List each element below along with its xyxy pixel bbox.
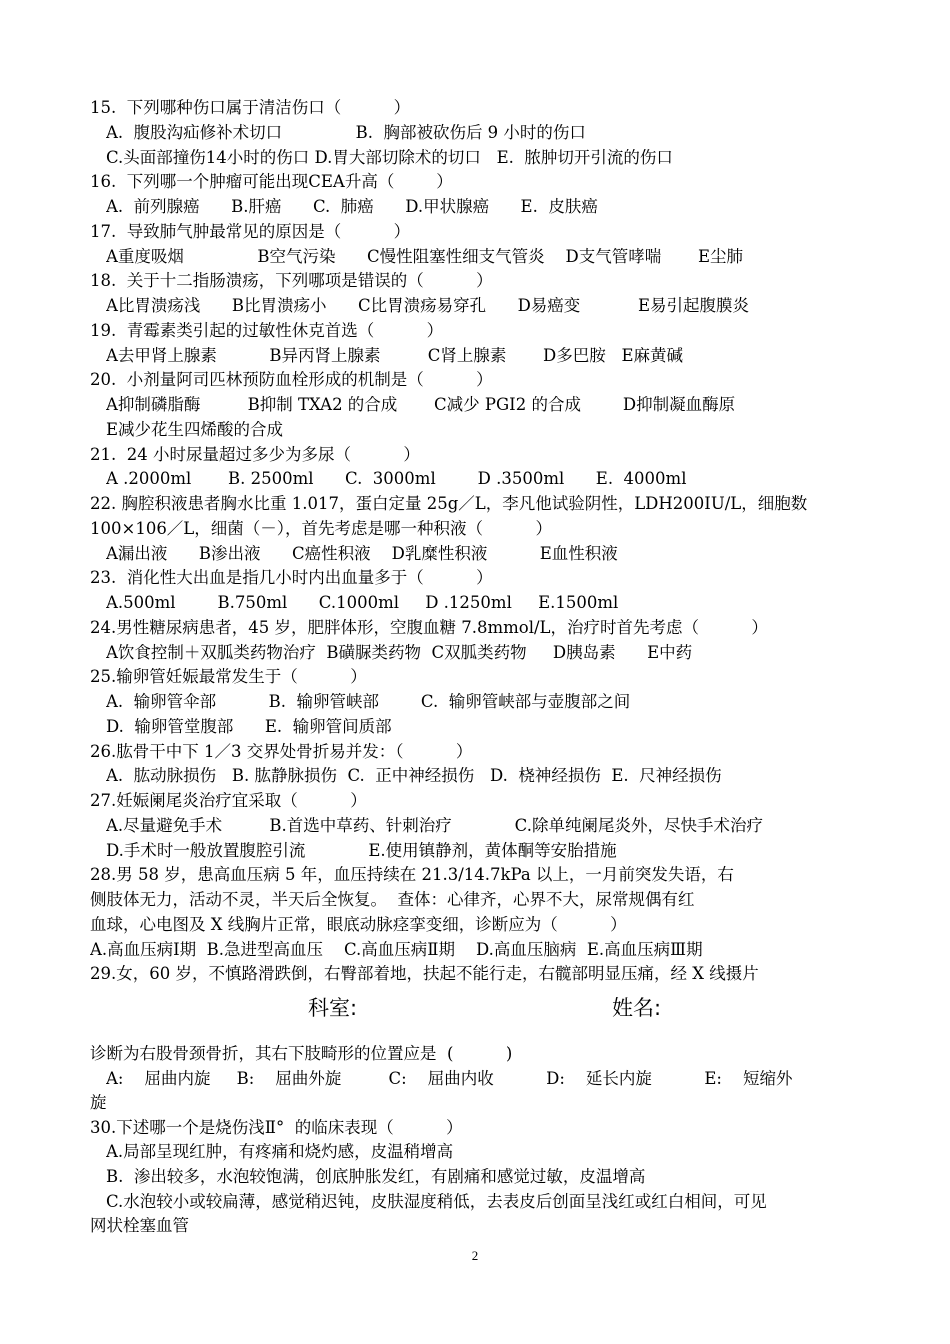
text-line: D. 输卵管堂腹部 E. 输卵管间质部	[106, 716, 392, 736]
page-number: 2	[471, 1248, 479, 1263]
name-label: 姓名:	[612, 996, 662, 1020]
text-line: A比胃溃疡浅 B比胃溃疡小 C比胃溃疡易穿孔 D易癌变 E易引起腹膜炎	[106, 296, 750, 315]
text-line: 侧肢体无力，活动不灵，半天后全恢复。 查体：心律齐，心界不大，尿常规偶有红	[90, 890, 695, 909]
text-line: 100×106／L，细菌（－），首先考虑是哪一种积液（ ）	[90, 518, 552, 538]
text-line: 网状栓塞血管	[90, 1216, 189, 1236]
text-line: 16. 下列哪一个肿瘤可能出现CEA升高（ ）	[90, 172, 453, 192]
text-line: A.尽量避免手术 B.首选中草药、针刺治疗 C.除单纯阑尾炎外，尽快手术治疗	[106, 815, 763, 835]
text-line: A.高血压病Ⅰ期 B.急进型高血压 C.高血压病Ⅱ期 D.高血压脑病 E.高血压病Ⅲ期	[90, 939, 703, 959]
text-line: 诊断为右股骨颈骨折，其右下肢畸形的位置应是 ( )	[90, 1044, 513, 1063]
text-line: 血球，心电图及 X 线胸片正常，眼底动脉痉挛变细，诊断应为（ ）	[90, 914, 627, 934]
text-line: C.头面部撞伤14小时的伤口 D.胃大部切除术的切口 E. 脓肿切开引流的伤口	[106, 147, 673, 167]
text-line: A重度吸烟 B空气污染 C慢性阻塞性细支气管炎 D支气管哮喘 E尘肺	[106, 246, 744, 266]
text-line: A抑制磷脂酶 B抑制 TXA2 的合成 C减少 PGI2 的合成 D抑制凝血酶原	[106, 395, 736, 414]
text-line: 30.下述哪一个是烧伤浅Ⅱ° 的临床表现（ ）	[90, 1117, 463, 1137]
text-line: A.局部呈现红肿，有疼痛和烧灼感，皮温稍增高	[106, 1142, 454, 1162]
text-line: 19. 青霉素类引起的过敏性休克首选（ ）	[90, 320, 444, 340]
text-line: 20. 小剂量阿司匹林预防血栓形成的机制是（ ）	[90, 370, 493, 390]
text-line: A. 输卵管伞部 B. 输卵管峡部 C. 输卵管峡部与壶腹部之间	[106, 692, 631, 711]
text-line: A去甲肾上腺素 B异丙肾上腺素 C肾上腺素 D多巴胺 E麻黄碱	[106, 345, 684, 365]
text-line: A .2000ml B. 2500ml C. 3000ml D .3500ml E. 4000ml	[106, 469, 687, 489]
text-line: 24.男性糖尿病患者，45 岁，肥胖体形，空腹血糖 7.8mmol/L，治疗时首先考虑（ ）	[90, 617, 768, 637]
text-line: E减少花生四烯酸的合成	[106, 419, 284, 439]
text-line: D.手术时一般放置腹腔引流 E.使用镇静剂，黄体酮等安胎措施	[106, 840, 617, 860]
text-line: A. 前列腺癌 B.肝癌 C. 肺癌 D.甲状腺癌 E. 皮肤癌	[106, 197, 598, 216]
text-line: 22. 胸腔积液患者胸水比重 1.017，蛋白定量 25g／L，李凡他试验阴性，LDH200IU/L，细胞数	[90, 494, 808, 513]
text-line: A漏出液 B渗出液 C癌性积液 D乳糜性积液 E血性积液	[106, 543, 618, 563]
text-line: A.500ml B.750ml C.1000ml D .1250ml E.1500ml	[106, 593, 619, 612]
text-line: 23. 消化性大出血是指几小时内出血量多于（ ）	[90, 568, 493, 588]
text-line: 18. 关于十二指肠溃疡，下列哪项是错误的（ ）	[90, 271, 493, 291]
text-line: A. 肱动脉损伤 B. 肱静脉损伤 C. 正中神经损伤 D. 桡神经损伤 E. 尺神经损伤	[106, 766, 722, 786]
text-line: B. 渗出较多，水泡较饱满，创底肿胀发红，有剧痛和感觉过敏，皮温增高	[106, 1167, 646, 1186]
text-line: 28.男 58 岁，患高血压病 5 年，血压持续在 21.3/14.7kPa 以上，一月前突发失语，右	[90, 865, 734, 885]
text-line: 27.妊娠阑尾炎治疗宜采取（ ）	[90, 791, 367, 810]
text-line: A. 腹股沟疝修补术切口 B. 胸部被砍伤后 9 小时的伤口	[106, 122, 586, 142]
text-line: A饮食控制＋双胍类药物治疗 B磺脲类药物 C双胍类药物 D胰岛素 E中药	[106, 642, 693, 662]
text-line: C.水泡较小或较扁薄，感觉稍迟钝，皮肤湿度稍低，去表皮后创面呈浅红或红白相间，可见	[106, 1191, 767, 1211]
text-line: 26.肱骨干中下 1／3 交界处骨折易并发：（ ）	[90, 741, 473, 761]
text-line: 15. 下列哪种伤口属于清洁伤口（ ）	[90, 98, 411, 117]
text-line: 旋	[90, 1093, 107, 1113]
text-line: 25.输卵管妊娠最常发生于（ ）	[90, 667, 367, 687]
text-line: 29.女，60 岁，不慎路滑跌倒，右臀部着地，扶起不能行走，右髋部明显压痛，经 X 线摄片	[90, 964, 759, 984]
text-line: A: 屈曲内旋 B: 屈曲外旋 C: 屈曲内收 D: 延长内旋 E: 短缩外	[106, 1068, 793, 1088]
text-line: 17. 导致肺气肿最常见的原因是（ ）	[90, 221, 411, 241]
department-label: 科室:	[308, 996, 358, 1020]
text-line: 21. 24 小时尿量超过多少为多尿（ ）	[90, 444, 420, 464]
